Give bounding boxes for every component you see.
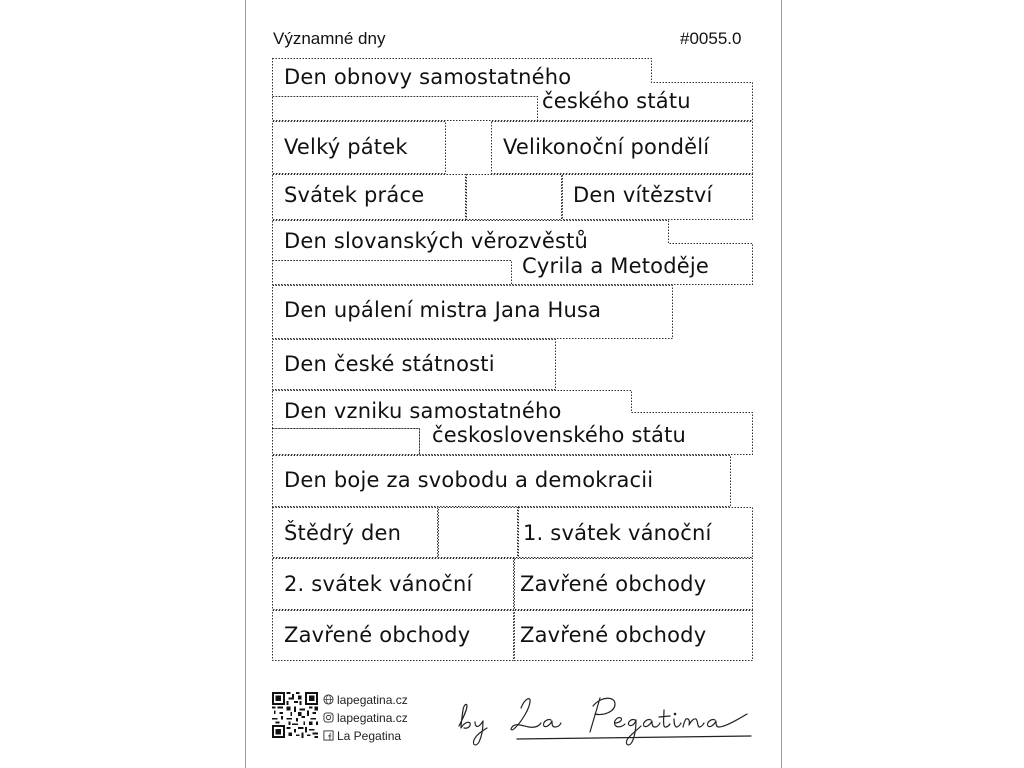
sticker-den-vitezstvi-label: Den vítězství (573, 183, 713, 207)
facebook-icon (323, 730, 334, 741)
sticker-strip-1 (272, 96, 538, 121)
sticker-svatek-prace (272, 174, 466, 220)
sticker-zavrene-obchody-3 (514, 610, 753, 661)
sticker-1-svatek-vanocni (518, 507, 753, 558)
sticker-upaleni-husa-label: Den upálení mistra Jana Husa (284, 298, 602, 322)
sticker-den-vitezstvi (562, 174, 753, 220)
sheet-code: #0055.0 (680, 29, 742, 48)
footer-facebook[interactable] (323, 729, 401, 743)
sticker-obnova-line1: Den obnovy samostatného (284, 65, 572, 89)
sticker-vzniku-line2: československého státu (432, 423, 687, 447)
footer-facebook-label: La Pegatina (337, 729, 402, 743)
sticker-velky-patek (272, 121, 446, 174)
sticker-zavrene-obchody-3-label: Zavřené obchody (520, 623, 707, 647)
sticker-2-svatek-label: 2. svátek vánoční (284, 572, 473, 596)
sticker-strip-2 (466, 174, 562, 220)
sticker-zavrene-obchody-2-label: Zavřené obchody (284, 623, 471, 647)
sticker-zavrene-obchody-1-label: Zavřené obchody (520, 572, 707, 596)
sticker-velky-patek-label: Velký pátek (284, 135, 408, 159)
sticker-vzniku-line1: Den vzniku samostatného (284, 399, 562, 423)
instagram-icon (323, 712, 334, 723)
sticker-strip-3 (272, 260, 512, 285)
footer-web-label: lapegatina.cz (337, 693, 408, 707)
sticker-obnova-line2: českého státu (542, 89, 691, 113)
footer-web[interactable] (323, 693, 408, 707)
sticker-strip-5 (438, 507, 518, 558)
sticker-svatek-prace-label: Svátek práce (284, 183, 425, 207)
la-pegatina-signature-logo (455, 690, 755, 760)
sticker-boje-za-svobodu (272, 455, 731, 507)
sticker-stedry-den (272, 507, 438, 558)
sticker-2-svatek-vanocni (272, 558, 514, 610)
sticker-zavrene-obchody-1 (514, 558, 753, 610)
sticker-strip-4 (272, 428, 420, 455)
sheet-title: Významné dny (273, 29, 386, 48)
sticker-upaleni-husa (272, 285, 673, 339)
qr-code[interactable] (272, 692, 318, 738)
sticker-slovanskych-line2: Cyrila a Metoděje (522, 254, 710, 278)
sticker-1-svatek-label: 1. svátek vánoční (523, 521, 712, 545)
sticker-boje-label: Den boje za svobodu a demokracii (284, 468, 654, 492)
sticker-ceske-statnosti (272, 339, 556, 390)
footer-instagram[interactable] (323, 711, 408, 725)
sticker-zavrene-obchody-2 (272, 610, 514, 661)
sticker-velikonocni-pondeli (491, 121, 753, 174)
sticker-stedry-den-label: Štědrý den (284, 521, 402, 545)
sticker-slovanskych-line1: Den slovanských věrozvěstů (284, 229, 589, 253)
footer-instagram-label: lapegatina.cz (337, 711, 408, 725)
sticker-velikonocni-pondeli-label: Velikonoční pondělí (503, 135, 710, 159)
globe-icon (323, 694, 334, 705)
sticker-ceske-statnosti-label: Den české státnosti (284, 352, 495, 376)
